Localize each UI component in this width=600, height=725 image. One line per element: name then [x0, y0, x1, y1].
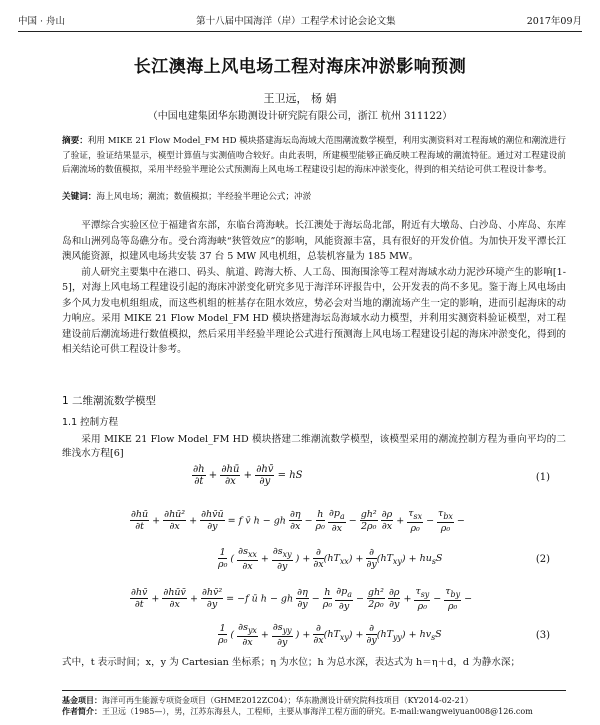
symbol-description: 式中，t 表示时间；x，y 为 Cartesian 坐标系；η 为水位；h 为总水深，表达式为 h＝η＋d，d 为静水深； [62, 657, 521, 668]
header-location: 中国 · 舟山 [18, 16, 66, 27]
footnote [62, 690, 566, 717]
funding-note [62, 695, 566, 706]
equation-1: $\frac{\partial h}{\partial t}$ + $\frac{\partial hū}{\partial x}$ + $\frac{\partial hv̄}{\partial y}$ = hS [193, 464, 303, 487]
author-bio [62, 706, 566, 717]
funding-label: 基金项目： [62, 696, 102, 705]
keywords-text: 海上风电场；潮流；数值模拟；半经验半理论公式；冲淤 [96, 192, 312, 202]
header-proceedings: 第十八届中国海洋（岸）工程学术讨论会论文集 [196, 16, 396, 27]
equation-number-1: (1) [535, 472, 550, 483]
section-heading: 1 二维潮流数学模型 [62, 395, 157, 407]
equation-number-3: (3) [535, 630, 550, 641]
body-text [62, 218, 566, 358]
section-intro: 采用 MIKE 21 Flow Model_FM HD 模块搭建二维潮流数学模型，该模型采用的潮流控制方程为垂向平均的二维浅水方程[6] [62, 434, 566, 459]
paper-title: 长江澳海上风电场工程对海床冲淤影响预测 [133, 57, 467, 77]
equation-2-line-2: $\frac{1}{\text{ρ₀}}$ ( $\frac{\partial s_{xx}}{\partial x}$ + $\frac{\partial s_{xy}}{\partial y}$ ) + $\frac{\partial}{\partial x}$ $(hT_{xx})$ + $\frac{\partial}{\partial y}$ $(hT_{xy}) + hu_sS$ [218, 546, 443, 572]
keywords [62, 191, 566, 204]
running-header [18, 12, 582, 32]
affiliation: （中国电建集团华东勘测设计研究院有限公司，浙江 杭州 311122） [147, 111, 453, 122]
author-bio-text: 王卫远（1985—），男，江苏东海县人，工程师，主要从事海洋工程方面的研究。E-mail:wangweiyuan008@126.com [102, 707, 533, 716]
header-date: 2017年09月 [526, 16, 582, 27]
equation-3-line-2: $\frac{1}{\text{ρ₀}}$ ( $\frac{\partial s_{yx}}{\partial x}$ + $\frac{\partial s_{yy}}{\partial y}$ ) + $\frac{\partial}{\partial x}$ $(hT_{xy})$ + $\frac{\partial}{\partial y}$ $(hT_{yy}) + hv_sS$ [218, 622, 442, 648]
paragraph-1: 平潭综合实验区位于福建省东部，东临台湾海峡。长江澳处于海坛岛北部，附近有大墩岛、白沙岛、小库岛、东库岛和山洲列岛等岛礁分布。受台湾海峡“狭管效应”的影响，风能资源丰富，具有很好的开发价值。为加快开发平潭长江澳风能资源，拟建风电场共安装 37 台 5 MW 风电机组，总装机容量为 185 MW。 [62, 220, 566, 262]
equation-number-2: (2) [535, 554, 550, 565]
paragraph-2: 前人研究主要集中在港口、码头、航道、跨海大桥、人工岛、围海围涂等工程对海域水动力泥沙环境产生的影响[1-5]，对海上风电场工程建设引起的海床冲淤变化研究多见于海洋环评报告中，公开发表的尚不多见。鉴于海上风电场由多个风力发电机组组成，而这些机组的桩基存在阻水效应，势必会对当地的潮流场产生一定的影响，进而引起海床的动力响应。采用 MIKE 21 Flow Model_FM HD 模块搭建海坛岛海域水动力模型，并利用实测资料验证模型，对工程建设前后潮流场进行数值模拟，然后采用半经验半理论公式进行预测海上风电场工程建设引起的海床冲淤变化，得到的相关结论可供工程设计参考。 [62, 266, 566, 355]
keywords-label: 关键词： [62, 192, 97, 202]
abstract [62, 134, 566, 178]
authors: 王卫远， 杨 娟 [263, 92, 337, 105]
subsection-heading: 1.1 控制方程 [62, 417, 119, 428]
equation-2-line-1: $\frac{\partial hū}{\partial t}$ + $\frac{\text{∂hū²}}{\partial x}$ + $\frac{\partial hv̄ū}{\partial y}$ = f v̄ h − gh $\frac{\partial\eta}{\partial x}$ − $\frac{h}{\text{ρ₀}}$ $\frac{\partial p_a}{\partial x}$ − $\frac{\text{gh²}}{\text{2ρ₀}}$ $\frac{\partial\rho}{\partial x}$ + $\frac{\tau_{sx}}{\text{ρ₀}}$ − $\frac{\tau_{bx}}{\text{ρ₀}}$ − [131, 508, 465, 534]
equation-3-line-1: $\frac{\partial hv̄}{\partial t}$ + $\frac{\text{∂hūv̄}}{\partial x}$ + $\frac{\text{∂hv̄²}}{\partial y}$ = −f ū h − gh $\frac{\partial\eta}{\partial y}$ − $\frac{h}{\text{ρ₀}}$ $\frac{\partial p_a}{\partial y}$ − $\frac{\text{gh²}}{\text{2ρ₀}}$ $\frac{\partial\rho}{\partial y}$ + $\frac{\tau_{sy}}{\text{ρ₀}}$ − $\frac{\tau_{by}}{\text{ρ₀}}$ − [131, 586, 473, 612]
funding-text: 海洋可再生能源专项资金项目（GHME2012ZC04）；华东勘测设计研究院科技项目（KY2014-02-21） [102, 696, 473, 705]
abstract-label: 摘要： [62, 136, 88, 146]
author-bio-label: 作者简介： [62, 707, 102, 716]
abstract-text: 利用 MIKE 21 Flow Model_FM HD 模块搭建海坛岛海域大范围潮流数学模型，利用实测资料对工程海域的潮位和潮流进行了验证，验证结果显示，模型计算值与实测值吻合较好。由此表明，所建模型能够正确反映工程海域的潮流特征。通过对工程建设前后潮流场的数值模拟，采用半经验半理论公式预测海上风电场工程建设引起的海床冲淤变化，得到的相关结论可供工程设计参考。 [62, 136, 566, 175]
